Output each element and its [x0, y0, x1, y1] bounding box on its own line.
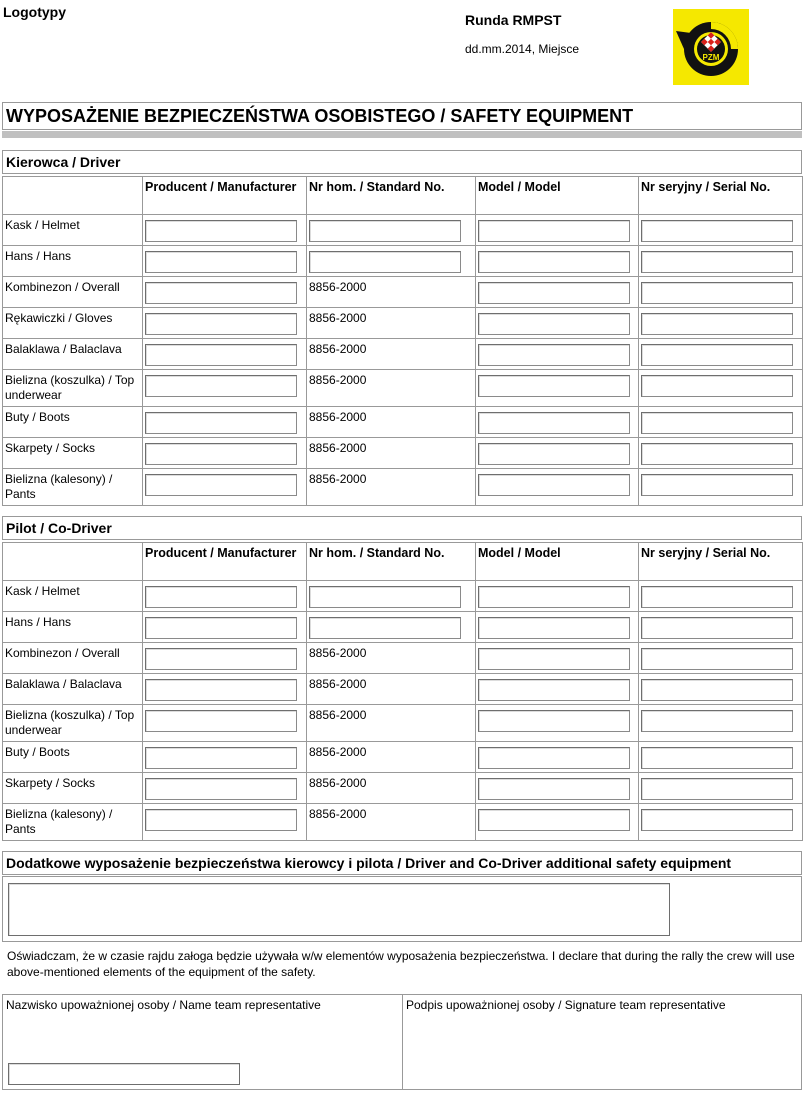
codriver-model-cell [476, 674, 639, 705]
driver-serial-no-cell [639, 407, 803, 438]
driver-model-input[interactable] [478, 251, 630, 273]
codriver-model-input[interactable] [478, 747, 630, 769]
codriver-serial-no-input[interactable] [641, 710, 793, 732]
driver-standard-no-cell [307, 215, 476, 246]
codriver-standard-no-cell [307, 674, 476, 705]
driver-manufacturer-cell [143, 469, 307, 506]
driver-serial-no-cell [639, 339, 803, 370]
driver-manufacturer-input[interactable] [145, 412, 297, 434]
codriver-manufacturer-input[interactable] [145, 809, 297, 831]
driver-model-cell [476, 438, 639, 469]
codriver-serial-no-cell [639, 674, 803, 705]
signature-cell[interactable] [403, 995, 802, 1090]
driver-standard-no-value: 8856-2000 [309, 280, 367, 294]
codriver-header-manufacturer: Producent / Manufacturer [143, 543, 307, 581]
representative-name-label: Nazwisko upoważnionej osoby / Name team representative [6, 998, 321, 1012]
driver-model-input[interactable] [478, 344, 630, 366]
declaration-text: Oświadczam, że w czasie rajdu załoga będzie używała w/w elementów wyposażenia bezpieczeństwa. I declare that during the rally the crew will use above-mentioned elements of the equipment of the safety. [7, 949, 795, 979]
codriver-header-row [3, 543, 803, 581]
driver-manufacturer-input[interactable] [145, 344, 297, 366]
additional-equipment-title: Dodatkowe wyposażenie bezpieczeństwa kierowcy i pilota / Driver and Co-Driver additional safety equipment [2, 851, 802, 875]
driver-standard-no-cell [307, 308, 476, 339]
codriver-manufacturer-input[interactable] [145, 586, 297, 608]
codriver-item-label: Bielizna (koszulka) / Top underwear [3, 705, 143, 742]
driver-manufacturer-input[interactable] [145, 282, 297, 304]
driver-manufacturer-cell [143, 277, 307, 308]
driver-standard-no-value: 8856-2000 [309, 472, 367, 486]
driver-item-label: Kask / Helmet [3, 215, 143, 246]
codriver-manufacturer-input[interactable] [145, 778, 297, 800]
driver-header-row [3, 177, 803, 215]
codriver-standard-no-value: 8856-2000 [309, 708, 367, 722]
driver-serial-no-input[interactable] [641, 474, 793, 496]
codriver-serial-no-cell [639, 804, 803, 841]
representative-name-input[interactable] [8, 1063, 240, 1085]
codriver-serial-no-input[interactable] [641, 778, 793, 800]
codriver-manufacturer-input[interactable] [145, 679, 297, 701]
codriver-header-empty [3, 543, 143, 581]
codriver-section-title: Pilot / Co-Driver [2, 516, 802, 540]
codriver-standard-no-cell [307, 581, 476, 612]
driver-serial-no-input[interactable] [641, 282, 793, 304]
driver-item-label: Skarpety / Socks [3, 438, 143, 469]
codriver-standard-no-input[interactable] [309, 617, 461, 639]
codriver-standard-no-value: 8856-2000 [309, 745, 367, 759]
driver-manufacturer-cell [143, 246, 307, 277]
driver-standard-no-value: 8856-2000 [309, 342, 367, 356]
codriver-serial-no-input[interactable] [641, 747, 793, 769]
table-row [3, 742, 803, 773]
codriver-item-label: Hans / Hans [3, 612, 143, 643]
table-row [3, 581, 803, 612]
pzm-logo-text: PZM [702, 53, 720, 62]
codriver-standard-no-value: 8856-2000 [309, 677, 367, 691]
driver-serial-no-input[interactable] [641, 375, 793, 397]
driver-manufacturer-cell [143, 308, 307, 339]
table-row [3, 339, 803, 370]
title-divider [2, 131, 802, 138]
codriver-item-label: Skarpety / Socks [3, 773, 143, 804]
codriver-serial-no-input[interactable] [641, 809, 793, 831]
signature-label: Podpis upoważnionej osoby / Signature team representative [406, 998, 726, 1012]
driver-manufacturer-input[interactable] [145, 313, 297, 335]
driver-serial-no-input[interactable] [641, 412, 793, 434]
driver-model-input[interactable] [478, 313, 630, 335]
codriver-model-cell [476, 612, 639, 643]
codriver-manufacturer-input[interactable] [145, 747, 297, 769]
codriver-item-label: Bielizna (kalesony) / Pants [3, 804, 143, 841]
codriver-model-cell [476, 804, 639, 841]
table-row [3, 277, 803, 308]
codriver-manufacturer-cell [143, 643, 307, 674]
codriver-model-cell [476, 742, 639, 773]
driver-standard-no-input[interactable] [309, 251, 461, 273]
codriver-standard-no-cell [307, 742, 476, 773]
codriver-manufacturer-cell [143, 612, 307, 643]
codriver-serial-no-input[interactable] [641, 648, 793, 670]
driver-standard-no-value: 8856-2000 [309, 311, 367, 325]
table-row [3, 773, 803, 804]
driver-model-cell [476, 308, 639, 339]
additional-equipment-textarea[interactable] [8, 883, 670, 936]
codriver-serial-no-cell [639, 705, 803, 742]
driver-model-input[interactable] [478, 412, 630, 434]
driver-model-input[interactable] [478, 282, 630, 304]
codriver-model-input[interactable] [478, 710, 630, 732]
table-row [3, 643, 803, 674]
driver-header-model: Model / Model [476, 177, 639, 215]
driver-item-label: Bielizna (kalesony) / Pants [3, 469, 143, 506]
driver-model-cell [476, 246, 639, 277]
codriver-model-input[interactable] [478, 778, 630, 800]
driver-header-manufacturer: Producent / Manufacturer [143, 177, 307, 215]
codriver-model-input[interactable] [478, 617, 630, 639]
codriver-manufacturer-input[interactable] [145, 648, 297, 670]
page-title: WYPOSAŻENIE BEZPIECZEŃSTWA OSOBISTEGO / SAFETY EQUIPMENT [2, 102, 802, 130]
driver-standard-no-cell [307, 438, 476, 469]
driver-serial-no-input[interactable] [641, 251, 793, 273]
codriver-model-cell [476, 773, 639, 804]
table-row [3, 215, 803, 246]
codriver-manufacturer-cell [143, 742, 307, 773]
driver-manufacturer-cell [143, 370, 307, 407]
driver-manufacturer-cell [143, 339, 307, 370]
table-row [3, 612, 803, 643]
driver-serial-no-cell [639, 308, 803, 339]
codriver-item-label: Buty / Boots [3, 742, 143, 773]
driver-model-cell [476, 215, 639, 246]
codriver-manufacturer-cell [143, 674, 307, 705]
driver-model-input[interactable] [478, 220, 630, 242]
pzm-logo [673, 9, 749, 85]
codriver-header-standard-no: Nr hom. / Standard No. [307, 543, 476, 581]
codriver-standard-no-cell [307, 804, 476, 841]
codriver-serial-no-input[interactable] [641, 617, 793, 639]
table-row [3, 705, 803, 742]
additional-equipment-box [2, 876, 802, 942]
codriver-serial-no-cell [639, 742, 803, 773]
driver-standard-no-cell [307, 407, 476, 438]
driver-serial-no-cell [639, 215, 803, 246]
driver-model-input[interactable] [478, 443, 630, 465]
driver-item-label: Rękawiczki / Gloves [3, 308, 143, 339]
table-row [3, 438, 803, 469]
signature-table [2, 994, 802, 1090]
codriver-standard-no-cell [307, 705, 476, 742]
codriver-manufacturer-input[interactable] [145, 617, 297, 639]
codriver-equipment-table [2, 542, 803, 841]
driver-serial-no-cell [639, 438, 803, 469]
driver-serial-no-cell [639, 469, 803, 506]
codriver-model-input[interactable] [478, 809, 630, 831]
codriver-item-label: Kombinezon / Overall [3, 643, 143, 674]
codriver-standard-no-cell [307, 612, 476, 643]
driver-model-input[interactable] [478, 375, 630, 397]
driver-standard-no-cell [307, 370, 476, 407]
codriver-model-input[interactable] [478, 679, 630, 701]
driver-manufacturer-cell [143, 407, 307, 438]
driver-manufacturer-input[interactable] [145, 220, 297, 242]
table-row [3, 469, 803, 506]
driver-serial-no-cell [639, 246, 803, 277]
driver-standard-no-value: 8856-2000 [309, 373, 367, 387]
codriver-serial-no-input[interactable] [641, 586, 793, 608]
driver-standard-no-cell [307, 246, 476, 277]
driver-model-cell [476, 339, 639, 370]
codriver-serial-no-cell [639, 581, 803, 612]
driver-manufacturer-input[interactable] [145, 443, 297, 465]
driver-header-empty [3, 177, 143, 215]
driver-model-cell [476, 469, 639, 506]
round-date-place: dd.mm.2014, Miejsce [465, 42, 580, 56]
codriver-manufacturer-input[interactable] [145, 710, 297, 732]
codriver-header-model: Model / Model [476, 543, 639, 581]
codriver-standard-no-cell [307, 773, 476, 804]
table-row [3, 407, 803, 438]
table-row [3, 246, 803, 277]
driver-section-title: Kierowca / Driver [2, 150, 802, 174]
table-row [3, 804, 803, 841]
driver-serial-no-cell [639, 370, 803, 407]
codriver-item-label: Balaklawa / Balaclava [3, 674, 143, 705]
driver-serial-no-input[interactable] [641, 344, 793, 366]
codriver-manufacturer-cell [143, 581, 307, 612]
codriver-serial-no-cell [639, 773, 803, 804]
codriver-serial-no-cell [639, 643, 803, 674]
driver-item-label: Bielizna (koszulka) / Top underwear [3, 370, 143, 407]
driver-model-input[interactable] [478, 474, 630, 496]
codriver-model-input[interactable] [478, 648, 630, 670]
codriver-standard-no-cell [307, 643, 476, 674]
driver-item-label: Hans / Hans [3, 246, 143, 277]
driver-equipment-table [2, 176, 803, 506]
table-row [3, 370, 803, 407]
driver-header-serial-no: Nr seryjny / Serial No. [639, 177, 803, 215]
driver-item-label: Kombinezon / Overall [3, 277, 143, 308]
round-name: Runda RMPST [465, 12, 562, 28]
driver-standard-no-cell [307, 277, 476, 308]
codriver-manufacturer-cell [143, 804, 307, 841]
codriver-manufacturer-cell [143, 705, 307, 742]
driver-standard-no-value: 8856-2000 [309, 441, 367, 455]
codriver-item-label: Kask / Helmet [3, 581, 143, 612]
codriver-standard-no-input[interactable] [309, 586, 461, 608]
table-row [3, 308, 803, 339]
codriver-standard-no-value: 8856-2000 [309, 776, 367, 790]
driver-model-cell [476, 277, 639, 308]
driver-model-cell [476, 370, 639, 407]
codriver-standard-no-value: 8856-2000 [309, 646, 367, 660]
codriver-standard-no-value: 8856-2000 [309, 807, 367, 821]
codriver-model-cell [476, 705, 639, 742]
codriver-serial-no-input[interactable] [641, 679, 793, 701]
driver-header-standard-no: Nr hom. / Standard No. [307, 177, 476, 215]
driver-serial-no-input[interactable] [641, 220, 793, 242]
codriver-model-cell [476, 581, 639, 612]
driver-item-label: Balaklawa / Balaclava [3, 339, 143, 370]
codriver-manufacturer-cell [143, 773, 307, 804]
logos-placeholder-label: Logotypy [3, 4, 66, 20]
driver-manufacturer-cell [143, 438, 307, 469]
driver-serial-no-input[interactable] [641, 313, 793, 335]
codriver-model-cell [476, 643, 639, 674]
codriver-header-serial-no: Nr seryjny / Serial No. [639, 543, 803, 581]
driver-manufacturer-cell [143, 215, 307, 246]
table-row [3, 674, 803, 705]
representative-name-cell [3, 995, 403, 1090]
driver-model-cell [476, 407, 639, 438]
driver-manufacturer-input[interactable] [145, 375, 297, 397]
driver-manufacturer-input[interactable] [145, 474, 297, 496]
driver-standard-no-cell [307, 339, 476, 370]
driver-standard-no-value: 8856-2000 [309, 410, 367, 424]
driver-standard-no-input[interactable] [309, 220, 461, 242]
driver-manufacturer-input[interactable] [145, 251, 297, 273]
driver-serial-no-cell [639, 277, 803, 308]
driver-serial-no-input[interactable] [641, 443, 793, 465]
codriver-model-input[interactable] [478, 586, 630, 608]
driver-item-label: Buty / Boots [3, 407, 143, 438]
codriver-serial-no-cell [639, 612, 803, 643]
driver-standard-no-cell [307, 469, 476, 506]
